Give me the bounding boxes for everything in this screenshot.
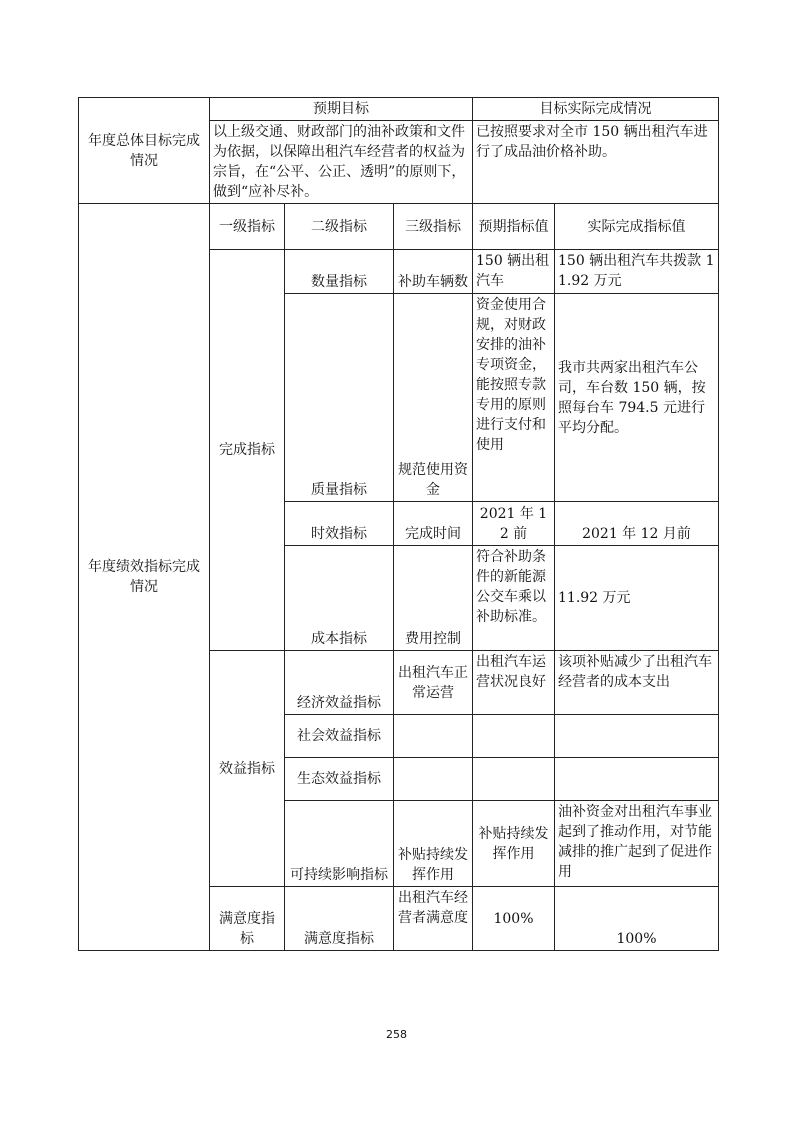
expected-cell: 符合补助条件的新能源公交车乘以补助标准。 — [473, 546, 555, 651]
group-completion: 完成指标 — [210, 250, 285, 651]
expected-cell — [473, 715, 555, 758]
level3-cell: 出租汽车正常运营 — [394, 651, 473, 715]
level2-cell: 满意度指标 — [285, 887, 394, 951]
expected-cell: 100% — [473, 887, 555, 951]
expected-goal-text: 以上级交通、财政部门的油补政策和文件为依据，以保障出租汽车经营者的权益为宗旨，在“公平、公正、透明”的原则下，做到“应补尽补。 — [210, 121, 473, 204]
level3-cell: 补贴持续发挥作用 — [394, 801, 473, 887]
header-actual-value: 实际完成指标值 — [555, 204, 719, 250]
expected-cell: 资金使用合规，对财政安排的油补专项资金，能按照专款专用的原则进行支付和使用 — [473, 294, 555, 502]
header-level3: 三级指标 — [394, 204, 473, 250]
expected-cell — [473, 758, 555, 801]
level2-cell: 生态效益指标 — [285, 758, 394, 801]
actual-cell: 11.92 万元 — [555, 546, 719, 651]
overall-goal-label: 年度总体目标完成情况 — [79, 98, 210, 204]
actual-cell: 油补资金对出租汽车事业起到了推动作用，对节能减排的推广起到了促进作用 — [555, 801, 719, 887]
expected-cell: 补贴持续发挥作用 — [473, 801, 555, 887]
level3-cell: 规范使用资金 — [394, 294, 473, 502]
level2-cell: 经济效益指标 — [285, 651, 394, 715]
actual-cell: 150 辆出租汽车共拨款 11.92 万元 — [555, 250, 719, 294]
performance-table — [78, 97, 719, 951]
level2-cell: 时效指标 — [285, 502, 394, 546]
expected-cell: 出租汽车运营状况良好 — [473, 651, 555, 715]
actual-cell — [555, 715, 719, 758]
expected-cell: 150 辆出租汽车 — [473, 250, 555, 294]
group-benefit: 效益指标 — [210, 651, 285, 887]
header-level1: 一级指标 — [210, 204, 285, 250]
header-expected-value: 预期指标值 — [473, 204, 555, 250]
actual-cell: 我市共两家出租汽车公司，车台数 150 辆，按照每台车 794.5 元进行平均分配。 — [555, 294, 719, 502]
actual-cell: 100% — [555, 887, 719, 951]
actual-cell: 该项补贴减少了出租汽车经营者的成本支出 — [555, 651, 719, 715]
level3-cell: 费用控制 — [394, 546, 473, 651]
level3-cell — [394, 715, 473, 758]
actual-goal-header: 目标实际完成情况 — [473, 98, 719, 121]
group-satisfaction: 满意度指标 — [210, 887, 285, 951]
level3-cell: 完成时间 — [394, 502, 473, 546]
actual-goal-text: 已按照要求对全市 150 辆出租汽车进行了成品油价格补助。 — [473, 121, 719, 204]
actual-cell: 2021 年 12 月前 — [555, 502, 719, 546]
level3-cell — [394, 758, 473, 801]
expected-goal-header: 预期目标 — [210, 98, 473, 121]
header-level2: 二级指标 — [285, 204, 394, 250]
level3-cell: 补助车辆数 — [394, 250, 473, 294]
level2-cell: 质量指标 — [285, 294, 394, 502]
level2-cell: 数量指标 — [285, 250, 394, 294]
level3-cell: 出租汽车经营者满意度 — [394, 887, 473, 951]
page-number: 258 — [386, 1028, 407, 1041]
performance-indicator-label: 年度绩效指标完成情况 — [79, 204, 210, 951]
level2-cell: 社会效益指标 — [285, 715, 394, 758]
actual-cell — [555, 758, 719, 801]
level2-cell: 成本指标 — [285, 546, 394, 651]
expected-cell: 2021 年 12 前 — [473, 502, 555, 546]
level2-cell: 可持续影响指标 — [285, 801, 394, 887]
